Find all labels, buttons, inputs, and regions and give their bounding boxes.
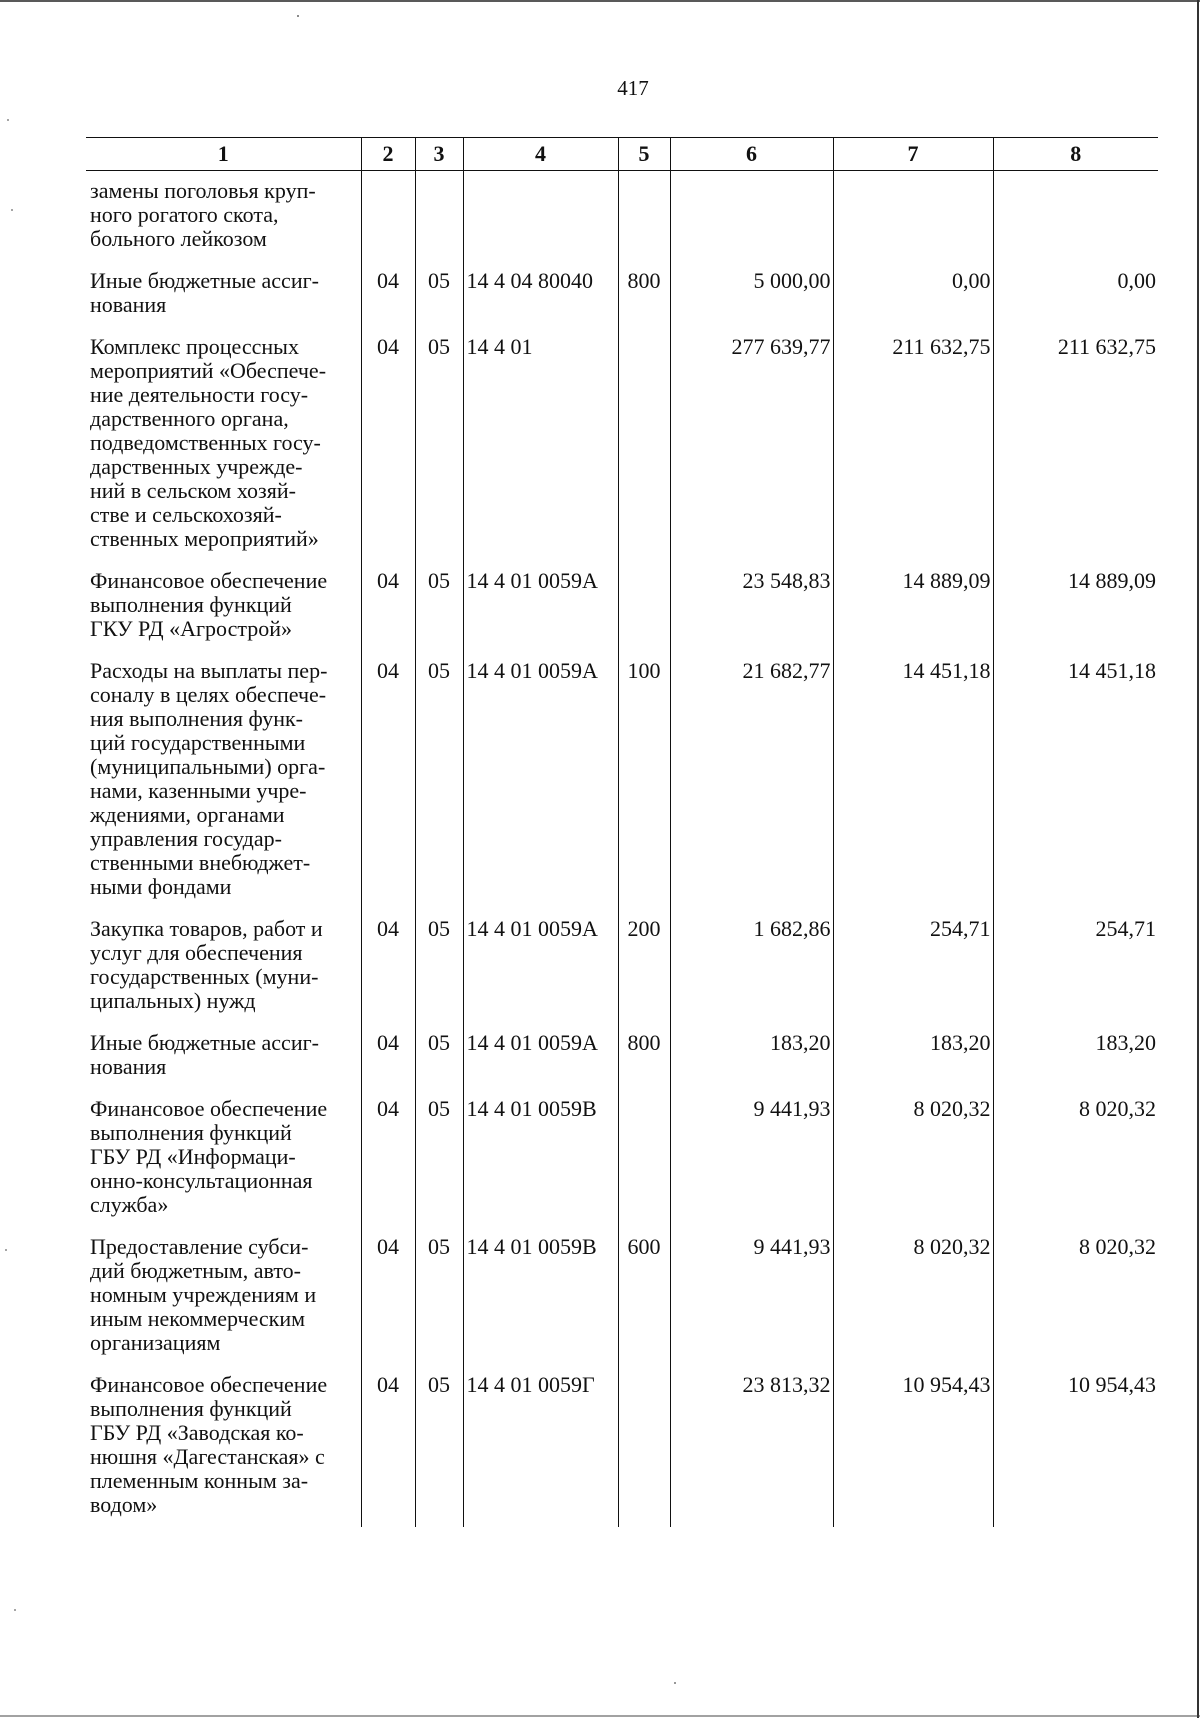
subsection-code-cell: 05 <box>415 909 463 1023</box>
item-name-line: замены поголовья круп- <box>90 178 316 203</box>
item-name-line: дий бюджетным, авто- <box>90 1258 301 1283</box>
table-body <box>86 171 1158 1528</box>
item-name-cell <box>86 1227 361 1365</box>
amount-year1-cell <box>670 171 833 262</box>
item-name-line: соналу в целях обеспече- <box>90 682 327 707</box>
item-name-line: выполнения функций <box>90 1396 292 1421</box>
item-name-line: Финансовое обеспечение <box>90 568 328 593</box>
item-name-line: ными фондами <box>90 874 232 899</box>
table-row <box>86 1227 1158 1365</box>
item-name-line: нюшня «Дагестанская» с <box>90 1444 325 1469</box>
amount-year3-cell: 0,00 <box>993 261 1158 327</box>
amount-year2-cell: 8 020,32 <box>833 1227 993 1365</box>
subsection-code-cell: 05 <box>415 1227 463 1365</box>
item-name-cell <box>86 561 361 651</box>
item-name-line: услуг для обеспечения <box>90 940 303 965</box>
item-name-cell <box>86 171 361 262</box>
table-row <box>86 327 1158 561</box>
target-article-cell: 14 4 01 <box>463 327 618 561</box>
item-name-line: нования <box>90 292 167 317</box>
amount-year3-cell: 8 020,32 <box>993 1227 1158 1365</box>
target-article-cell: 14 4 01 0059А <box>463 651 618 909</box>
item-name-cell <box>86 1023 361 1089</box>
item-name-line: выполнения функций <box>90 592 292 617</box>
amount-year1-cell: 1 682,86 <box>670 909 833 1023</box>
item-name-line: мероприятий «Обеспече- <box>90 358 327 383</box>
item-name-line: Закупка товаров, работ и <box>90 916 323 941</box>
section-code-cell: 04 <box>361 561 415 651</box>
item-name-line: (муниципальными) орга- <box>90 754 326 779</box>
expense-type-cell <box>618 171 670 262</box>
item-name-line: дарственного органа, <box>90 406 289 431</box>
amount-year3-cell: 254,71 <box>993 909 1158 1023</box>
target-article-cell: 14 4 01 0059А <box>463 909 618 1023</box>
section-code-cell: 04 <box>361 1023 415 1089</box>
amount-year3-cell: 14 889,09 <box>993 561 1158 651</box>
item-name-cell <box>86 1365 361 1527</box>
section-code-cell: 04 <box>361 1089 415 1227</box>
item-name-line: стве и сельскохозяй- <box>90 502 282 527</box>
item-name-line: иным некоммерческим <box>90 1306 306 1331</box>
item-name-line: ципальных) нужд <box>90 988 256 1013</box>
expense-type-cell: 100 <box>618 651 670 909</box>
amount-year1-cell: 23 813,32 <box>670 1365 833 1527</box>
amount-year3-cell: 14 451,18 <box>993 651 1158 909</box>
item-name-line: государственных (муни- <box>90 964 319 989</box>
subsection-code-cell: 05 <box>415 651 463 909</box>
table-row <box>86 561 1158 651</box>
table-row <box>86 651 1158 909</box>
amount-year3-cell <box>993 171 1158 262</box>
section-code-cell: 04 <box>361 651 415 909</box>
item-name-line: Предоставление субси- <box>90 1234 309 1259</box>
amount-year2-cell: 10 954,43 <box>833 1365 993 1527</box>
amount-year2-cell: 8 020,32 <box>833 1089 993 1227</box>
item-name-line: Иные бюджетные ассиг- <box>90 268 319 293</box>
table-row <box>86 1089 1158 1227</box>
item-name-line: ственных мероприятий» <box>90 526 319 551</box>
item-name-line: ния выполнения функ- <box>90 706 303 731</box>
table-row <box>86 261 1158 327</box>
item-name-cell <box>86 261 361 327</box>
item-name-line: выполнения функций <box>90 1120 292 1145</box>
item-name-line: ций государственными <box>90 730 306 755</box>
amount-year2-cell: 254,71 <box>833 909 993 1023</box>
column-header-1: 1 <box>86 138 361 171</box>
expense-type-cell <box>618 1365 670 1527</box>
amount-year1-cell: 183,20 <box>670 1023 833 1089</box>
expense-type-cell <box>618 561 670 651</box>
item-name-line: подведомственных госу- <box>90 430 321 455</box>
amount-year2-cell: 183,20 <box>833 1023 993 1089</box>
table-row <box>86 1023 1158 1089</box>
table-row <box>86 171 1158 262</box>
item-name-line: водом» <box>90 1492 158 1517</box>
subsection-code-cell: 05 <box>415 1023 463 1089</box>
expense-type-cell: 200 <box>618 909 670 1023</box>
item-name-line: онно-консультационная <box>90 1168 313 1193</box>
amount-year1-cell: 9 441,93 <box>670 1227 833 1365</box>
amount-year1-cell: 23 548,83 <box>670 561 833 651</box>
column-header-3: 3 <box>415 138 463 171</box>
amount-year1-cell: 277 639,77 <box>670 327 833 561</box>
target-article-cell: 14 4 01 0059В <box>463 1227 618 1365</box>
item-name-line: номным учреждениям и <box>90 1282 317 1307</box>
item-name-line: нования <box>90 1054 167 1079</box>
item-name-line: ГБУ РД «Заводская ко- <box>90 1420 304 1445</box>
expense-type-cell: 600 <box>618 1227 670 1365</box>
amount-year2-cell: 14 889,09 <box>833 561 993 651</box>
subsection-code-cell: 05 <box>415 1365 463 1527</box>
item-name-cell <box>86 909 361 1023</box>
amount-year2-cell: 0,00 <box>833 261 993 327</box>
item-name-line: нами, казенными учре- <box>90 778 307 803</box>
item-name-cell <box>86 327 361 561</box>
section-code-cell <box>361 171 415 262</box>
amount-year3-cell: 8 020,32 <box>993 1089 1158 1227</box>
column-header-5: 5 <box>618 138 670 171</box>
item-name-line: ние деятельности госу- <box>90 382 309 407</box>
section-code-cell: 04 <box>361 261 415 327</box>
item-name-line: Финансовое обеспечение <box>90 1372 328 1397</box>
item-name-cell <box>86 1089 361 1227</box>
section-code-cell: 04 <box>361 909 415 1023</box>
amount-year1-cell: 9 441,93 <box>670 1089 833 1227</box>
item-name-line: ждениями, органами <box>90 802 285 827</box>
target-article-cell: 14 4 01 0059Г <box>463 1365 618 1527</box>
table-row <box>86 1365 1158 1527</box>
item-name-line: Комплекс процессных <box>90 334 299 359</box>
section-code-cell: 04 <box>361 1365 415 1527</box>
subsection-code-cell: 05 <box>415 261 463 327</box>
target-article-cell: 14 4 01 0059А <box>463 561 618 651</box>
table-row <box>86 909 1158 1023</box>
item-name-cell <box>86 651 361 909</box>
amount-year1-cell: 5 000,00 <box>670 261 833 327</box>
item-name-line: ГБУ РД «Информаци- <box>90 1144 296 1169</box>
column-header-6: 6 <box>670 138 833 171</box>
item-name-line: Расходы на выплаты пер- <box>90 658 328 683</box>
amount-year3-cell: 10 954,43 <box>993 1365 1158 1527</box>
item-name-line: Иные бюджетные ассиг- <box>90 1030 319 1055</box>
expense-type-cell <box>618 1089 670 1227</box>
item-name-line: Финансовое обеспечение <box>90 1096 328 1121</box>
target-article-cell <box>463 171 618 262</box>
section-code-cell: 04 <box>361 327 415 561</box>
target-article-cell: 14 4 01 0059А <box>463 1023 618 1089</box>
table-header-row <box>86 138 1158 171</box>
column-header-4: 4 <box>463 138 618 171</box>
budget-table <box>86 137 1158 1527</box>
item-name-line: ний в сельском хозяй- <box>90 478 296 503</box>
column-header-7: 7 <box>833 138 993 171</box>
subsection-code-cell <box>415 171 463 262</box>
amount-year3-cell: 183,20 <box>993 1023 1158 1089</box>
subsection-code-cell: 05 <box>415 1089 463 1227</box>
expense-type-cell <box>618 327 670 561</box>
item-name-line: ГКУ РД «Агрострой» <box>90 616 292 641</box>
expense-type-cell: 800 <box>618 1023 670 1089</box>
expense-type-cell: 800 <box>618 261 670 327</box>
page-number: 417 <box>617 76 649 100</box>
item-name-line: служба» <box>90 1192 169 1217</box>
subsection-code-cell: 05 <box>415 561 463 651</box>
column-header-2: 2 <box>361 138 415 171</box>
amount-year2-cell <box>833 171 993 262</box>
amount-year2-cell: 14 451,18 <box>833 651 993 909</box>
item-name-line: ного рогатого скота, <box>90 202 279 227</box>
item-name-line: ственными внебюджет- <box>90 850 311 875</box>
section-code-cell: 04 <box>361 1227 415 1365</box>
item-name-line: организациям <box>90 1330 221 1355</box>
item-name-line: дарственных учрежде- <box>90 454 303 479</box>
subsection-code-cell: 05 <box>415 327 463 561</box>
amount-year3-cell: 211 632,75 <box>993 327 1158 561</box>
item-name-line: племенным конным за- <box>90 1468 309 1493</box>
amount-year1-cell: 21 682,77 <box>670 651 833 909</box>
target-article-cell: 14 4 01 0059В <box>463 1089 618 1227</box>
amount-year2-cell: 211 632,75 <box>833 327 993 561</box>
target-article-cell: 14 4 04 80040 <box>463 261 618 327</box>
item-name-line: управления государ- <box>90 826 282 851</box>
item-name-line: больного лейкозом <box>90 226 267 251</box>
column-header-8: 8 <box>993 138 1158 171</box>
